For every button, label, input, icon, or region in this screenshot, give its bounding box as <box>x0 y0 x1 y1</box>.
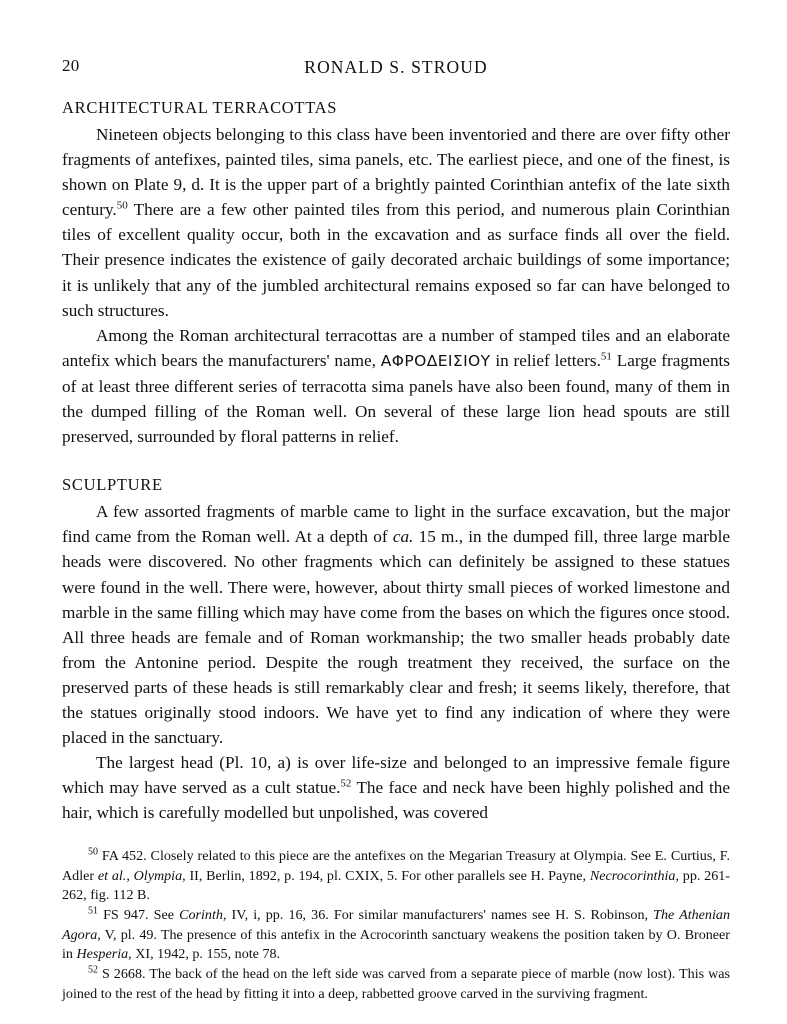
para-text-cont: 15 m., in the dumped fill, three large marble heads were discovered. No other fragments which can definitely be assigned to these statues were found in the well. There were, however, about thirty small pieces of worked limestone and marble in the same filling which may have come from the bases on which the figures once stood. All three heads are female and of Roman workmanship; the two smaller heads probably date from the Antonine period. Despite the rough treatment they received, the surface on the preserved parts of these heads is still remarkably clear and fresh; it seems likely, therefore, that the statues originally stood indoors. We have yet to find any indication of where they were placed in the sanctuary. <box>62 527 731 748</box>
paragraph-terracottas-2 <box>62 323 730 449</box>
paragraph-terracottas-1 <box>62 122 730 323</box>
footnote-text: S 2668. The back of the head on the left side was carved from a separate piece of marble (now lost). This was joined to the rest of the head by fitting it into a deep, rabbetted groove carved in the surviving fragment. <box>62 966 730 1002</box>
para-text: Nineteen objects belonging to this class have been inventoried and there are over fifty other fragments of antefixes, painted tiles, sima panels, etc. The earliest piece, and one of the finest, is shown on Plate 9, d. It is the upper part of a brightly painted Corinthian antefix of the late sixth century. <box>62 125 730 220</box>
footnote-text: , IV, i, pp. 16, 36. For similar manufacturers' names see H. S. Robinson, <box>222 907 654 924</box>
running-head-title: RONALD S. STROUD <box>304 57 488 77</box>
footnote-text: , II, Berlin, 1892, p. 194, pl. CXIX, 5. For other parallels see H. Payne, <box>182 867 590 884</box>
footnote-marker-51: 51 <box>88 905 98 917</box>
footnote-italic-hesperia: Hesperia <box>76 945 129 962</box>
section-heading-terracottas-label: ARCHITECTURAL TERRACOTTAS <box>62 98 338 117</box>
footnote-text: FS 947. See <box>98 907 180 924</box>
footnote-ref-50[interactable]: 50 <box>116 199 128 212</box>
section-heading-terracottas <box>62 98 730 118</box>
greek-inscription: ΑΦΡΟΔΕΙΣΙΟΥ <box>380 351 491 370</box>
footnote-50 <box>62 847 730 905</box>
footnote-ref-52[interactable]: 52 <box>340 777 352 790</box>
footnote-italic-olympia: Olympia <box>133 867 183 884</box>
footnote-italic-etal: et al. <box>97 867 127 884</box>
para-text: Among the Roman architectural terracottas are a number of stamped tiles and an elaborate antefix which bears the manufacturers' name, <box>62 325 730 370</box>
footnote-52 <box>62 965 730 1004</box>
footnote-51 <box>62 906 730 964</box>
footnote-text: FA 452. Closely related to this piece are the antefixes on the Megarian Treasury at Olympia. See E. Curtius, F. Adler <box>62 848 730 884</box>
latin-abbrev-ca: ca. <box>392 527 414 547</box>
footnote-marker-50: 50 <box>88 846 98 858</box>
section-heading-sculpture-label: SCULPTURE <box>62 475 163 495</box>
paragraph-sculpture-2 <box>62 750 730 825</box>
footnote-text: , pp. 261-262, fig. 112 B. <box>62 867 730 904</box>
running-head <box>62 56 730 86</box>
para-text-cont: in relief letters. <box>490 350 601 370</box>
footnote-italic-necrocorinthia: Necrocorinthia <box>589 867 676 884</box>
footnote-marker-52: 52 <box>88 964 98 976</box>
page-content <box>62 56 730 1004</box>
footnote-text: , XI, 1942, p. 155, note 78. <box>128 945 281 962</box>
footnotes <box>62 847 730 1003</box>
para-text: The largest head (Pl. 10, a) is over life-size and belonged to an impressive female figure which may have served as a cult statue. <box>62 753 730 798</box>
para-text-cont: There are a few other painted tiles from this period, and numerous plain Corinthian tiles of excellent quality occur, both in the excavation and as surface finds all over the field. Their presence indicates the existence of gaily decorated archaic buildings of some importance; it is unlikely that any of the jumbled architectural remains exposed so far can have belonged to such structures. <box>62 200 730 320</box>
section-heading-sculpture <box>62 475 730 495</box>
para-text-cont: The face and neck have been highly polished and the hair, which is carefully modelled but unpolished, was covered <box>62 778 730 823</box>
paragraph-sculpture-1 <box>62 499 730 750</box>
para-text-cont2: Large fragments of at least three different series of terracotta sima panels have also been found, many of them in the dumped filling of the Roman well. On several of these large lion head spouts are still preserved, surrounded by floral patterns in relief. <box>62 350 730 447</box>
page-number: 20 <box>62 56 80 75</box>
footnote-italic-corinth: Corinth <box>179 907 223 924</box>
footnote-text: , V, pl. 49. The presence of this antefix in the Acrocorinth sanctuary weakens the position taken by O. Broneer in <box>62 926 730 962</box>
para-text: A few assorted fragments of marble came to light in the surface excavation, but the major find came from the Roman well. At a depth of <box>62 502 730 547</box>
footnote-ref-51[interactable]: 51 <box>600 350 612 363</box>
footnote-text: , <box>126 867 134 884</box>
footnote-italic-athenian-agora: The Athenian Agora <box>62 907 730 943</box>
